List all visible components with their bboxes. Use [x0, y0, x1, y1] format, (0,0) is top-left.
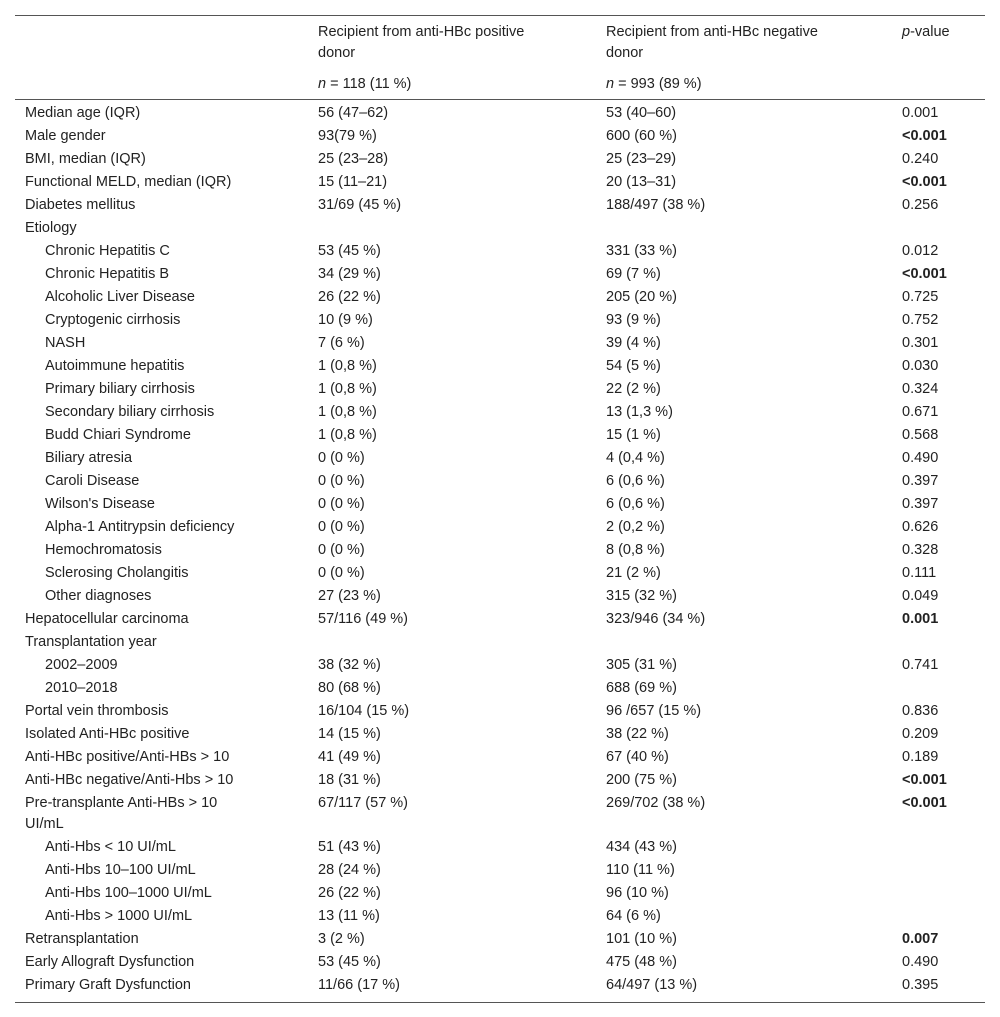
- row-label: Primary biliary cirrhosis: [45, 381, 195, 397]
- row-pvalue: 0.240: [902, 151, 939, 167]
- row-label: Transplantation year: [25, 634, 157, 650]
- row-neg-value: 69 (7 %): [606, 266, 661, 282]
- row-pos-value: 0 (0 %): [318, 519, 365, 535]
- row-pos-value: 57/116 (49 %): [318, 611, 409, 627]
- row-label: Anti-Hbs < 10 UI/mL: [45, 839, 176, 855]
- row-pos-value: 0 (0 %): [318, 496, 365, 512]
- row-pos-value: 11/66 (17 %): [318, 977, 400, 993]
- row-neg-value: 110 (11 %): [606, 862, 675, 878]
- row-neg-value: 25 (23–29): [606, 151, 677, 167]
- row-neg-value: 54 (5 %): [606, 358, 661, 374]
- row-pos-value: 38 (32 %): [318, 657, 381, 673]
- row-pvalue: <0.001: [902, 772, 947, 788]
- row-label: Sclerosing Cholangitis: [45, 565, 189, 581]
- row-pvalue: <0.001: [902, 795, 947, 811]
- row-label: Primary Graft Dysfunction: [25, 977, 191, 993]
- header-rule: [15, 99, 985, 100]
- row-pos-value: 67/117 (57 %): [318, 795, 409, 811]
- row-neg-value: 600 (60 %): [606, 128, 677, 144]
- row-pos-value: 1 (0,8 %): [318, 404, 377, 420]
- row-pvalue: 0.012: [902, 243, 939, 259]
- row-pos-value: 10 (9 %): [318, 312, 373, 328]
- pvalue-rest: -value: [910, 24, 950, 40]
- row-pvalue: 0.397: [902, 473, 939, 489]
- col-pvalue-header: [902, 23, 950, 41]
- row-pos-value: 0 (0 %): [318, 473, 365, 489]
- row-label: 2002–2009: [45, 657, 118, 673]
- row-neg-value: 205 (20 %): [606, 289, 677, 305]
- row-pos-value: 26 (22 %): [318, 885, 381, 901]
- col-neg-n: [606, 75, 702, 93]
- row-label: Male gender: [25, 128, 106, 144]
- row-pos-value: 14 (15 %): [318, 726, 381, 742]
- row-pos-value: 53 (45 %): [318, 954, 381, 970]
- pvalue-italic: p: [902, 24, 911, 40]
- col-neg-n-value: = 993 (89 %): [614, 76, 702, 92]
- row-pos-value: 41 (49 %): [318, 749, 381, 765]
- row-pos-value: 80 (68 %): [318, 680, 381, 696]
- row-label: Other diagnoses: [45, 588, 152, 604]
- row-neg-value: 434 (43 %): [606, 839, 677, 855]
- row-neg-value: 38 (22 %): [606, 726, 669, 742]
- row-neg-value: 22 (2 %): [606, 381, 661, 397]
- row-label: Budd Chiari Syndrome: [45, 427, 191, 443]
- row-label: Early Allograft Dysfunction: [25, 954, 195, 970]
- row-label: 2010–2018: [45, 680, 118, 696]
- row-label-continued: UI/mL: [25, 816, 64, 832]
- row-pvalue: 0.626: [902, 519, 939, 535]
- row-pvalue: 0.111: [902, 565, 937, 581]
- row-neg-value: 64 (6 %): [606, 908, 661, 924]
- col-pos-n-label: n: [318, 76, 327, 92]
- row-pvalue: 0.301: [902, 335, 939, 351]
- row-label: Anti-Hbs > 1000 UI/mL: [45, 908, 193, 924]
- row-label: Biliary atresia: [45, 450, 133, 466]
- row-label: Anti-Hbs 10–100 UI/mL: [45, 862, 196, 878]
- row-pos-value: 27 (23 %): [318, 588, 381, 604]
- row-pvalue: <0.001: [902, 174, 947, 190]
- row-neg-value: 96 /657 (15 %): [606, 703, 702, 719]
- row-neg-value: 315 (32 %): [606, 588, 677, 604]
- row-pvalue: 0.324: [902, 381, 939, 397]
- col-pos-n: [318, 75, 411, 93]
- row-pvalue: 0.568: [902, 427, 939, 443]
- col-pos-header-line2: donor: [318, 45, 356, 61]
- row-pvalue: 0.395: [902, 977, 939, 993]
- row-neg-value: 4 (0,4 %): [606, 450, 665, 466]
- col-pos-header-line1: Recipient from anti-HBc positive: [318, 24, 525, 40]
- row-label: Pre-transplante Anti-HBs > 10: [25, 795, 218, 811]
- row-label: Chronic Hepatitis B: [45, 266, 170, 282]
- row-neg-value: 15 (1 %): [606, 427, 661, 443]
- row-neg-value: 64/497 (13 %): [606, 977, 698, 993]
- row-neg-value: 101 (10 %): [606, 931, 677, 947]
- row-pvalue: 0.490: [902, 450, 939, 466]
- row-pvalue: 0.741: [902, 657, 939, 673]
- row-pvalue: <0.001: [902, 266, 947, 282]
- row-neg-value: 475 (48 %): [606, 954, 677, 970]
- row-neg-value: 688 (69 %): [606, 680, 677, 696]
- row-label: Hepatocellular carcinoma: [25, 611, 189, 627]
- row-pos-value: 1 (0,8 %): [318, 358, 377, 374]
- table-bottom-rule: [15, 1002, 985, 1003]
- col-neg-header-line1: Recipient from anti-HBc negative: [606, 24, 818, 40]
- row-pos-value: 51 (43 %): [318, 839, 381, 855]
- row-label: BMI, median (IQR): [25, 151, 146, 167]
- row-neg-value: 188/497 (38 %): [606, 197, 706, 213]
- row-pos-value: 1 (0,8 %): [318, 381, 377, 397]
- col-pos-n-value: = 118 (11 %): [326, 76, 412, 92]
- row-neg-value: 305 (31 %): [606, 657, 677, 673]
- row-neg-value: 39 (4 %): [606, 335, 661, 351]
- row-pvalue: <0.001: [902, 128, 947, 144]
- row-pvalue: 0.397: [902, 496, 939, 512]
- row-label: Wilson's Disease: [45, 496, 155, 512]
- row-pvalue: 0.001: [902, 105, 939, 121]
- row-label: Isolated Anti-HBc positive: [25, 726, 190, 742]
- table-top-rule: [15, 15, 985, 16]
- row-pos-value: 56 (47–62): [318, 105, 389, 121]
- col-neg-n-label: n: [606, 76, 615, 92]
- row-label: Retransplantation: [25, 931, 139, 947]
- row-pos-value: 7 (6 %): [318, 335, 365, 351]
- row-label: Alcoholic Liver Disease: [45, 289, 195, 305]
- row-pvalue: 0.189: [902, 749, 939, 765]
- row-neg-value: 21 (2 %): [606, 565, 661, 581]
- row-neg-value: 93 (9 %): [606, 312, 661, 328]
- row-label: Median age (IQR): [25, 105, 141, 121]
- row-pvalue: 0.725: [902, 289, 939, 305]
- row-pvalue: 0.256: [902, 197, 939, 213]
- row-pos-value: 0 (0 %): [318, 565, 365, 581]
- row-neg-value: 13 (1,3 %): [606, 404, 673, 420]
- row-label: NASH: [45, 335, 86, 351]
- row-pvalue: 0.836: [902, 703, 939, 719]
- row-pos-value: 0 (0 %): [318, 450, 365, 466]
- row-pos-value: 3 (2 %): [318, 931, 365, 947]
- row-pvalue: 0.490: [902, 954, 939, 970]
- row-neg-value: 67 (40 %): [606, 749, 669, 765]
- row-pos-value: 26 (22 %): [318, 289, 381, 305]
- row-neg-value: 8 (0,8 %): [606, 542, 665, 558]
- row-label: Hemochromatosis: [45, 542, 162, 558]
- row-pos-value: 13 (11 %): [318, 908, 380, 924]
- row-pos-value: 25 (23–28): [318, 151, 389, 167]
- row-pvalue: 0.209: [902, 726, 939, 742]
- row-pos-value: 0 (0 %): [318, 542, 365, 558]
- row-pvalue: 0.049: [902, 588, 939, 604]
- row-neg-value: 2 (0,2 %): [606, 519, 665, 535]
- row-pos-value: 31/69 (45 %): [318, 197, 402, 213]
- row-label: Cryptogenic cirrhosis: [45, 312, 181, 328]
- row-pos-value: 16/104 (15 %): [318, 703, 410, 719]
- row-pos-value: 34 (29 %): [318, 266, 381, 282]
- row-label: Chronic Hepatitis C: [45, 243, 170, 259]
- row-label: Alpha-1 Antitrypsin deficiency: [45, 519, 235, 535]
- row-label: Anti-HBc positive/Anti-HBs > 10: [25, 749, 230, 765]
- row-label: Anti-HBc negative/Anti-Hbs > 10: [25, 772, 234, 788]
- row-neg-value: 6 (0,6 %): [606, 496, 665, 512]
- row-neg-value: 331 (33 %): [606, 243, 677, 259]
- row-label: Portal vein thrombosis: [25, 703, 169, 719]
- row-pos-value: 28 (24 %): [318, 862, 381, 878]
- row-label: Autoimmune hepatitis: [45, 358, 185, 374]
- row-pvalue: 0.007: [902, 931, 939, 947]
- row-pos-value: 15 (11–21): [318, 174, 388, 190]
- row-neg-value: 200 (75 %): [606, 772, 677, 788]
- row-label: Caroli Disease: [45, 473, 140, 489]
- row-neg-value: 6 (0,6 %): [606, 473, 665, 489]
- row-label: Functional MELD, median (IQR): [25, 174, 232, 190]
- row-pvalue: 0.671: [902, 404, 939, 420]
- row-pvalue: 0.001: [902, 611, 939, 627]
- row-label: Etiology: [25, 220, 77, 236]
- row-label: Secondary biliary cirrhosis: [45, 404, 215, 420]
- col-neg-header-line2: donor: [606, 45, 644, 61]
- row-neg-value: 53 (40–60): [606, 105, 677, 121]
- row-pvalue: 0.030: [902, 358, 939, 374]
- row-neg-value: 96 (10 %): [606, 885, 669, 901]
- row-pos-value: 53 (45 %): [318, 243, 381, 259]
- row-label: Diabetes mellitus: [25, 197, 136, 213]
- row-pos-value: 1 (0,8 %): [318, 427, 377, 443]
- row-neg-value: 20 (13–31): [606, 174, 677, 190]
- row-pvalue: 0.752: [902, 312, 939, 328]
- row-neg-value: 323/946 (34 %): [606, 611, 706, 627]
- row-pos-value: 18 (31 %): [318, 772, 381, 788]
- row-label: Anti-Hbs 100–1000 UI/mL: [45, 885, 212, 901]
- row-pos-value: 93(79 %): [318, 128, 377, 144]
- row-pvalue: 0.328: [902, 542, 939, 558]
- row-neg-value: 269/702 (38 %): [606, 795, 706, 811]
